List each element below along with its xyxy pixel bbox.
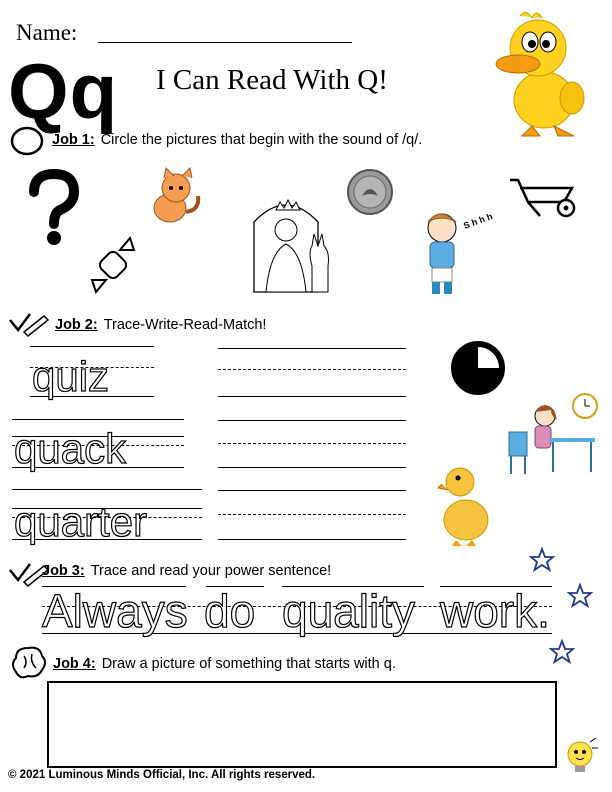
circle-icon [10,126,44,156]
drawing-box[interactable] [47,681,557,768]
star-icon [530,548,554,572]
girl-taking-quiz-icon[interactable] [505,390,599,480]
write-line-2[interactable] [12,489,202,490]
question-mark-icon[interactable] [28,170,80,246]
trace-word-quack[interactable]: quack [14,425,127,472]
write-line-b2[interactable] [218,443,406,444]
job1-line [52,132,422,148]
star-icon-3 [550,640,574,664]
write-line-c2[interactable] [218,514,406,515]
trace-word-quiz[interactable]: quiz [32,353,110,400]
quiz-top-line [30,346,154,347]
pencil-check-icon [8,312,50,336]
wheelbarrow-icon[interactable] [508,176,576,220]
lightbulb-mascot-icon [564,738,600,778]
write-line-1[interactable] [12,419,184,420]
quarter-circle-icon[interactable] [450,340,506,396]
write-line-a1[interactable] [218,348,406,349]
job3-line [42,563,331,579]
brain-icon [10,646,48,680]
trace-sentence-word-2[interactable]: do [204,585,256,637]
cat-icon[interactable] [148,168,204,226]
write-line-b3[interactable] [218,467,406,468]
write-line-a3[interactable] [218,396,406,397]
quarter-coin-icon[interactable] [346,168,394,216]
job4-line [53,656,396,672]
queen-icon[interactable] [234,196,338,298]
trace-sentence-word-3[interactable]: quality [282,585,415,637]
job3-label: Job 3: [42,563,85,579]
name-label: Name: [16,20,78,45]
copyright-footer: © 2021 Luminous Minds Official, Inc. All rights reserved. [8,769,316,781]
write-line-b1[interactable] [218,420,406,421]
trace-word-quarter[interactable]: quarter [14,498,148,545]
name-write-line[interactable] [98,42,352,43]
candy-icon[interactable] [88,236,140,296]
trace-sentence-word-1[interactable]: Always [42,585,188,637]
boy-shushing-icon[interactable] [418,208,468,300]
job2-instruction: Trace-Write-Read-Match! [103,317,267,333]
duck-standing-icon[interactable] [438,462,492,546]
job2-line [55,317,266,333]
shh-text: S h h h [462,211,494,231]
big-letters: Qq [8,47,119,135]
write-line-a2[interactable] [218,369,406,370]
star-icon-2 [568,584,592,608]
job1-instruction: Circle the pictures that begin with the sound of /q/. [100,132,423,148]
job4-instruction: Draw a picture of something that starts with q. [101,656,396,672]
write-line-c3[interactable] [218,539,406,540]
job3-instruction: Trace and read your power sentence! [90,563,332,579]
job2-label: Job 2: [55,317,98,333]
page-title: I Can Read With Q! [156,64,388,96]
trace-sentence-word-4[interactable]: work. [440,585,550,637]
duck-icon [492,10,592,140]
job1-label: Job 1: [52,132,95,148]
write-line-c1[interactable] [218,490,406,491]
job4-label: Job 4: [53,656,96,672]
